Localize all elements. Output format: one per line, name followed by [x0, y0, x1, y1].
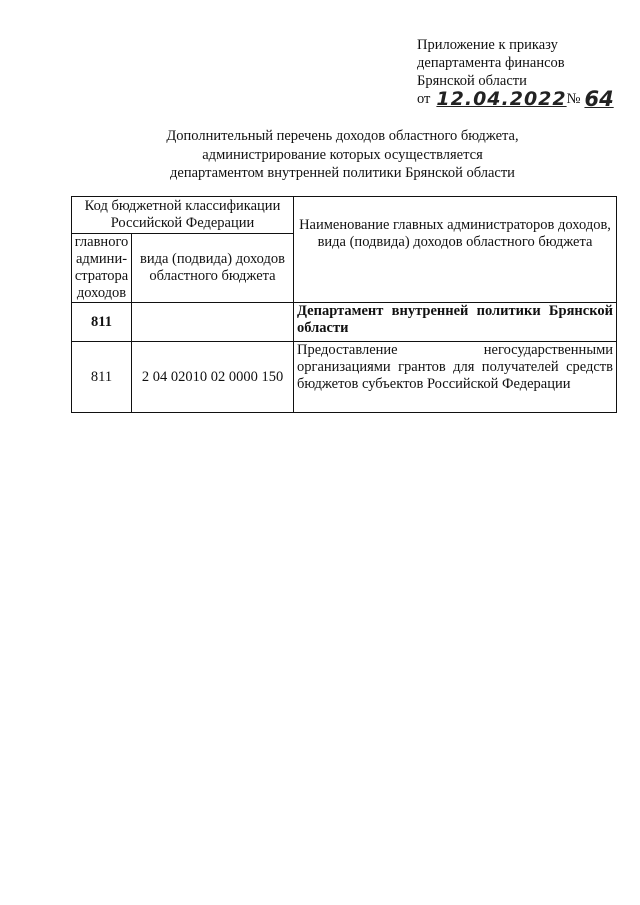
appendix-block [417, 36, 627, 111]
row-name: Предоставление негосударственными организациями грантов для получателей средств бюджетов субъектов Российской Федерации [294, 342, 617, 413]
header-admin-code: главного админи-стратора доходов [72, 234, 132, 303]
header-admin-name: Наименование главных администраторов доходов, вида (подвида) доходов областного бюджета [294, 197, 617, 303]
row-name: Департамент внутренней политики Брянской области [294, 303, 617, 342]
row-income-code: 2 04 02010 02 0000 150 [132, 342, 294, 413]
document-title [120, 127, 565, 183]
handwritten-date: 12.04.2022 [436, 88, 567, 110]
appendix-line-3: Брянской области [417, 73, 527, 89]
row-admin-code: 811 [72, 303, 132, 342]
title-line-1: Дополнительный перечень доходов областного бюджета, [166, 128, 519, 144]
title-line-3: департаментом внутренней политики Брянской области [170, 165, 515, 181]
appendix-line-1: Приложение к приказу [417, 37, 558, 53]
handwritten-number: 64 [584, 87, 614, 111]
table-row [72, 342, 617, 413]
table-row [72, 303, 617, 342]
header-income-type: вида (подвида) доходов областного бюджета [132, 234, 294, 303]
row-admin-code: 811 [72, 342, 132, 413]
header-budget-code: Код бюджетной классификации Российской Федерации [72, 197, 294, 234]
row-income-code [132, 303, 294, 342]
number-label: № [566, 91, 581, 107]
income-table [71, 196, 617, 413]
date-prefix: от [417, 91, 431, 107]
appendix-line-2: департамента финансов [417, 55, 565, 71]
table-header-row [72, 197, 617, 234]
appendix-date-line [417, 87, 627, 111]
title-line-2: администрирование которых осуществляется [202, 146, 483, 163]
